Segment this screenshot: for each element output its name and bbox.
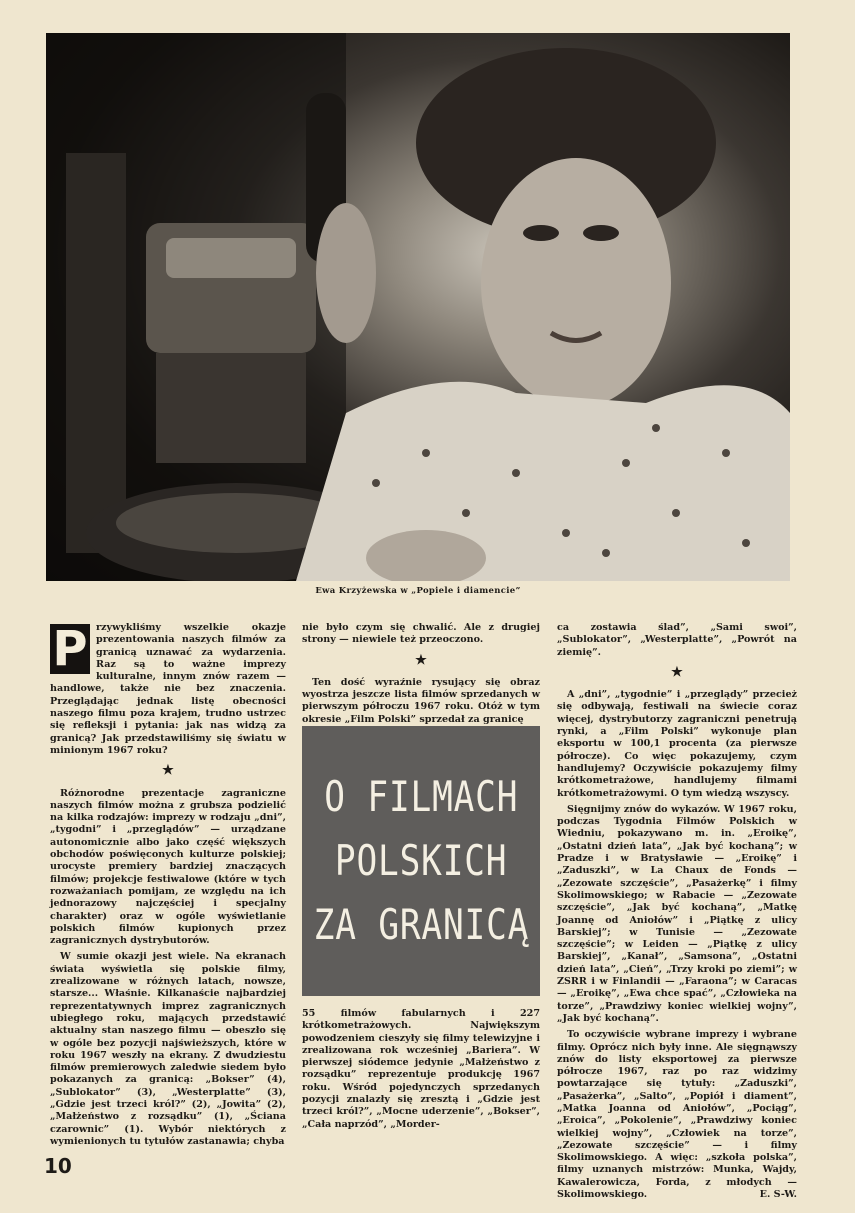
article-column-3 [557,622,797,1205]
paragraph: nie było czym się chwalić. Ale z drugiej strony — niewiele też przeoczono. [302,622,540,646]
paragraph: W sumie okazji jest wiele. Na ekranach świata wyświetla się polskie filmy, zrealizowane w różnych latach, nowsze, starsze... Właśnie. Kilkanaście najbardziej reprezentatywnych imprez zagranicznych ubiegłego roku, mających przedstawić aktualny stan naszego filmu — obeszło się w ogóle bez pozycji najświeższych, które w roku 1967 weszły na ekrany. Z dwudziestu filmów premierowych zaledwie siedem było pokazanych za granicą: „Bokser” (4), „Sublokator” (3), „Westerplatte” (3), „Gdzie jest trzeci król?” (2), „Jowita” (2), „Małżeństwo z rozsądku” (1), „Ściana czarownic” (1). Wybór niektórych z wymienionych tu tytułów zastanawia; chyba [50,951,286,1147]
article-column-2 [302,622,540,730]
author-signature: E. S-W. [759,1189,797,1201]
paragraph: 55 filmów fabularnych i 227 krótkometrażowych. Największym powodzeniem cieszyły się filmy telewizyjne i zrealizowana rok wcześniej „Bariera”. W pierwszej siódemce jedynie „Małżeństwo z rozsądku” reprezentuje produkcję 1967 roku. Wśród pojedynczych sprzedanych pozycji znalazły się zresztą i „Gdzie jest trzeci król?”, „Mocne uderzenie”, „Bokser”, „Cała naprzód”, „Morder- [302,1008,540,1130]
paragraph: Ten dość wyraźnie rysujący się obraz wyostrza jeszcze lista filmów sprzedanych w pierwszym półroczu 1967 roku. Otóż w tym okresie „Film Polski” sprzedał za granicę [302,676,540,725]
headline-line-1: O FILMACH [323,772,518,821]
drop-cap: P [50,624,90,674]
star-separator: ★ [671,664,683,680]
intro-text: rzywykliśmy wszelkie okazje prezentowania naszych filmów za granicą uznawać za wydarzenia. Raz są to ważne imprezy kulturalne, innym znów razem — handlowe, także nie bez znaczenia. Przeglądając jednak listę obecności naszego filmu poza krajem, trudno ustrzec się refleksji i pytania: jak nas widzą za granicą? Jak przedstawiliśmy się światu w minionym 1967 roku? [50,622,286,756]
photo [46,33,790,581]
paragraph: Sięgnijmy znów do wykazów. W 1967 roku, podczas Tygodnia Filmów Polskich w Wiedniu, pokazywano m. in. „Eroikę”, „Ostatni dzień lata”, „Jak być kochaną”; w Pradze i w Bratysławie — „Eroikę” i „Zaduszki”, w La Chaux de Fonds — „Zezowate szczęście”, „Pasażerkę” i filmy Skolimowskiego; w Rabacie — „Zezowate szczęście”, „Jak być kochaną”, „Matkę Joannę od Aniołów” i „Piątkę z ulicy Barskiej”; w Tunisie — „Zezowate szczęście”; w Leiden — „Piątkę z ulicy Barskiej”, „Kanał”, „Samsona”, „Ostatni dzień lata”, „Cień”, „Trzy kroki po ziemi”; w ZSRR i w Finlandii — „Faraona”; w Caracas — „Eroikę”, „Ewa chce spać”, „Człowieka na torze”, „Prawdziwy koniec wielkiej wojny”, „Jak być kochaną”. [557,803,797,1024]
star-separator: ★ [415,652,427,668]
star-separator: ★ [162,763,174,779]
paragraph: Różnorodne prezentacje zagraniczne naszych filmów można z grubsza podzielić na kilka rodzajów: imprezy w rodzaju „dni”, „tygodni” i „przeglądów” — urządzane autonomicznie albo jako część większych obchodów poświęconych kulturze polskiej; urocyste premiery bardziej znaczących filmów; projekcje festiwalowe (które w tych rozważaniach pomijam, ze względu na ich jednorazowy najczęściej i specjalny charakter) oraz w ogóle wyświetlanie polskich filmów kupionych przez zagranicznych dystrybutorów. [50,787,286,947]
article-column-2-continued [302,1008,540,1131]
paragraph: ca zostawia ślad”, „Sami swoi”, „Sublokator”, „Westerplatte”, „Powrót na ziemię”. [557,622,797,658]
page-number: 10 [44,1154,72,1178]
paragraph: A „dni”, „tygodnie” i „przeglądy” przecież się odbywają, festiwali na świecie coraz więcej, dystrybutorzy zagraniczni penetrują rynki, a „Film Polski” wykonuje plan eksportu w 100,1 procenta (za pierwsze półrocze). Co więc pokazujemy, czym handlujemy? Oczywiście pokazujemy filmy krótkometrażowe, handlujemy filmami krótkometrażowymi. O tym wiedzą wszyscy. [557,689,797,799]
intro-paragraph [50,622,286,757]
photo-caption: Ewa Krzyżewska w „Popiele i diamencie” [315,586,521,596]
headline-line-3: ZA GRANICĄ [313,900,529,949]
paragraph-text: To oczywiście wybrane imprezy i wybrane filmy. Oprócz nich były inne. Ale sięgnąwszy znów do listy eksportowej za pierwsze półrocze 1967, raz po raz widzimy powtarzające się tytuły: „Zaduszki”, „Pasażerka”, „Salto”, „Popiół i diament”, „Matka Joanna od Aniołów”, „Pociąg”, „Eroica”, „Pokolenie”, „Prawdziwy koniec wielkiej wojny”, „Człowiek na torze”, „Zezowate szczęście” — i filmy Skolimowskiego. A więc: „szkoła polska”, filmy uznanych mistrzów: Munka, Wajdy, Kawalerowicza, Forda, z młodych — Skolimowskiego. [557,1029,797,1201]
headline-box [302,726,540,996]
headline-line-2: POLSKICH [334,836,508,885]
article-column-1 [50,622,286,1152]
paragraph [557,1029,797,1201]
photo-illustration [46,33,790,581]
